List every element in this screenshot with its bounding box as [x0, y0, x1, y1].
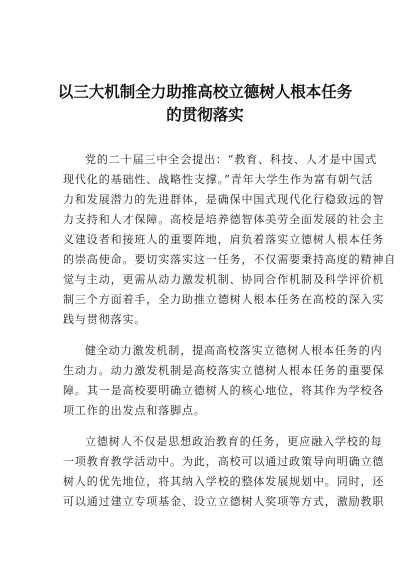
paragraph-line: 一项教育教学活动中。为此，高校可以通过政策导向明确立德 — [63, 455, 385, 468]
paragraph-line: 树人的优先地位，将其纳入学校的整体发展规划中。同时，还 — [63, 475, 385, 488]
document-title-line-1: 以三大机制全力助推高校立德树人根本任务 — [57, 83, 353, 101]
paragraph-line: 生动力。动力激发机制是高校落实立德树人根本任务的重要保 — [63, 364, 385, 377]
paragraph-line: 力和发展潜力的先进群体，是确保中国式现代化行稳致远的智 — [63, 193, 385, 206]
paragraph-line: 义建设者和接班人的重要阵地，肩负着落实立德树人根本任务 — [63, 233, 385, 246]
paragraph-line: 立德树人不仅是思想政治教育的任务，更应融入学校的每 — [85, 435, 383, 448]
paragraph-line: 可以通过建立专项基金、设立立德树人奖项等方式，激励教职 — [63, 495, 385, 508]
paragraph-line: 健全动力激发机制，提高高校落实立德树人根本任务的内 — [85, 344, 383, 357]
paragraph-line: 障。其一是高校要明确立德树人的核心地位，将其作为学校各 — [63, 384, 385, 397]
document-title-line-2: 的贯彻落实 — [166, 106, 244, 124]
paragraph-line: 党的二十届三中全会提出：“教育、科技、人才是中国式 — [85, 153, 378, 166]
paragraph-line: 觉与主动，更需从动力激发机制、协同合作机制及科学评价机 — [63, 273, 385, 286]
paragraph-line: 力支持和人才保障。高校是培养德智体美劳全面发展的社会主 — [63, 213, 385, 226]
paragraph-line: 制三个方面着手，全力助推立德树人根本任务在高校的深入实 — [63, 293, 385, 306]
paragraph-line: 项工作的出发点和落脚点。 — [63, 404, 206, 417]
paragraph-line: 践与贯彻落实。 — [63, 313, 147, 326]
paragraph-line: 的崇高使命。要切实落实这一任务，不仅需要秉持高度的精神自 — [63, 253, 397, 266]
paragraph-line: 现代化的基础性、战略性支撑。”青年大学生作为富有朝气活 — [63, 173, 374, 186]
